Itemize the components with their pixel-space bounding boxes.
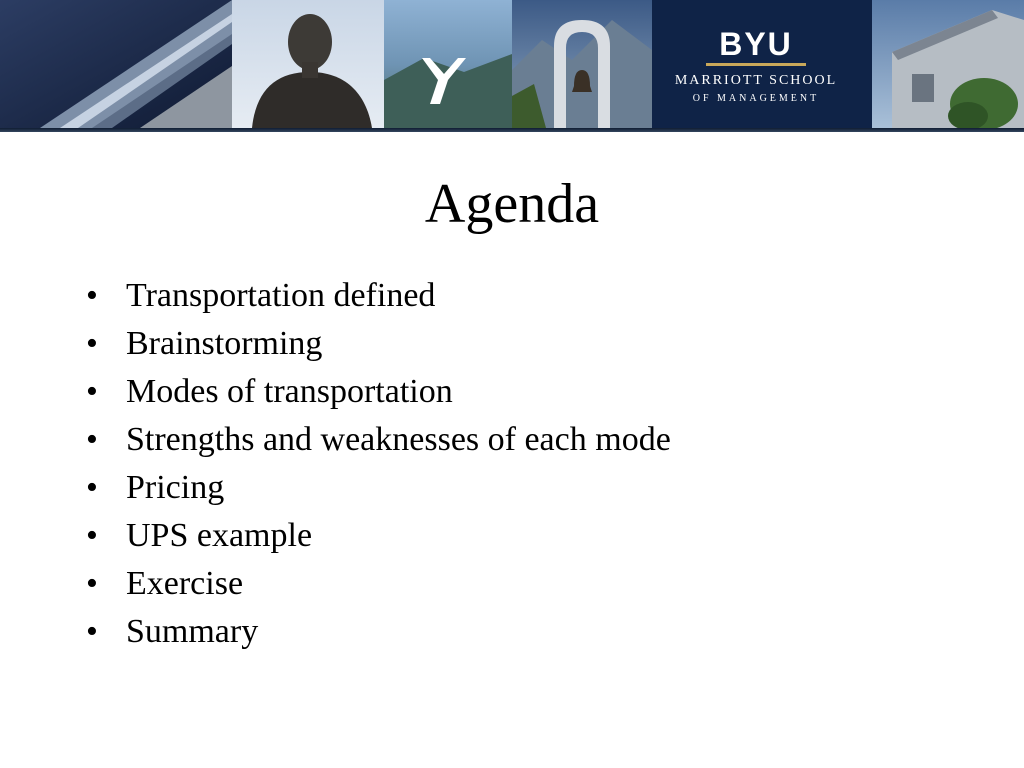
logo-gold-rule [706,63,806,66]
agenda-item [86,512,671,560]
header-banner [0,0,1024,128]
byu-logo-text: BYU [719,26,793,62]
agenda-item-label: Summary [126,613,259,650]
agenda-item-label: Pricing [126,469,225,506]
statue-photo [232,0,384,128]
bullet-icon: • [86,613,98,650]
bullet-icon: • [86,325,98,362]
agenda-item [86,608,671,656]
agenda-item [86,272,671,320]
bell-arch-photo [512,0,652,128]
y-mountain-photo [384,0,512,128]
agenda-item [86,368,671,416]
agenda-item [86,320,671,368]
agenda-item-label: Exercise [126,565,244,602]
agenda-item-label: Strengths and weaknesses of each mode [126,421,671,458]
agenda-item [86,416,671,464]
agenda-item-label: Transportation defined [126,277,436,314]
agenda-item-label: Brainstorming [126,325,323,362]
bullet-icon: • [86,565,98,602]
byu-marriott-logo [652,0,872,128]
banner-divider [0,128,1024,132]
bullet-icon: • [86,469,98,506]
slide-title: Agenda [424,173,600,235]
agenda-item-label: Modes of transportation [126,373,453,410]
logo-school-line: MARRIOTT SCHOOL [674,73,838,88]
campus-building-photo [872,0,1024,128]
bullet-icon: • [86,277,98,314]
agenda-list [86,272,671,656]
agenda-item-label: UPS example [126,517,313,554]
building-photo [0,0,232,128]
bullet-icon: • [86,373,98,410]
bullet-icon: • [86,421,98,458]
agenda-item [86,560,671,608]
logo-management-line: OF MANAGEMENT [692,93,820,104]
agenda-item [86,464,671,512]
bullet-icon: • [86,517,98,554]
